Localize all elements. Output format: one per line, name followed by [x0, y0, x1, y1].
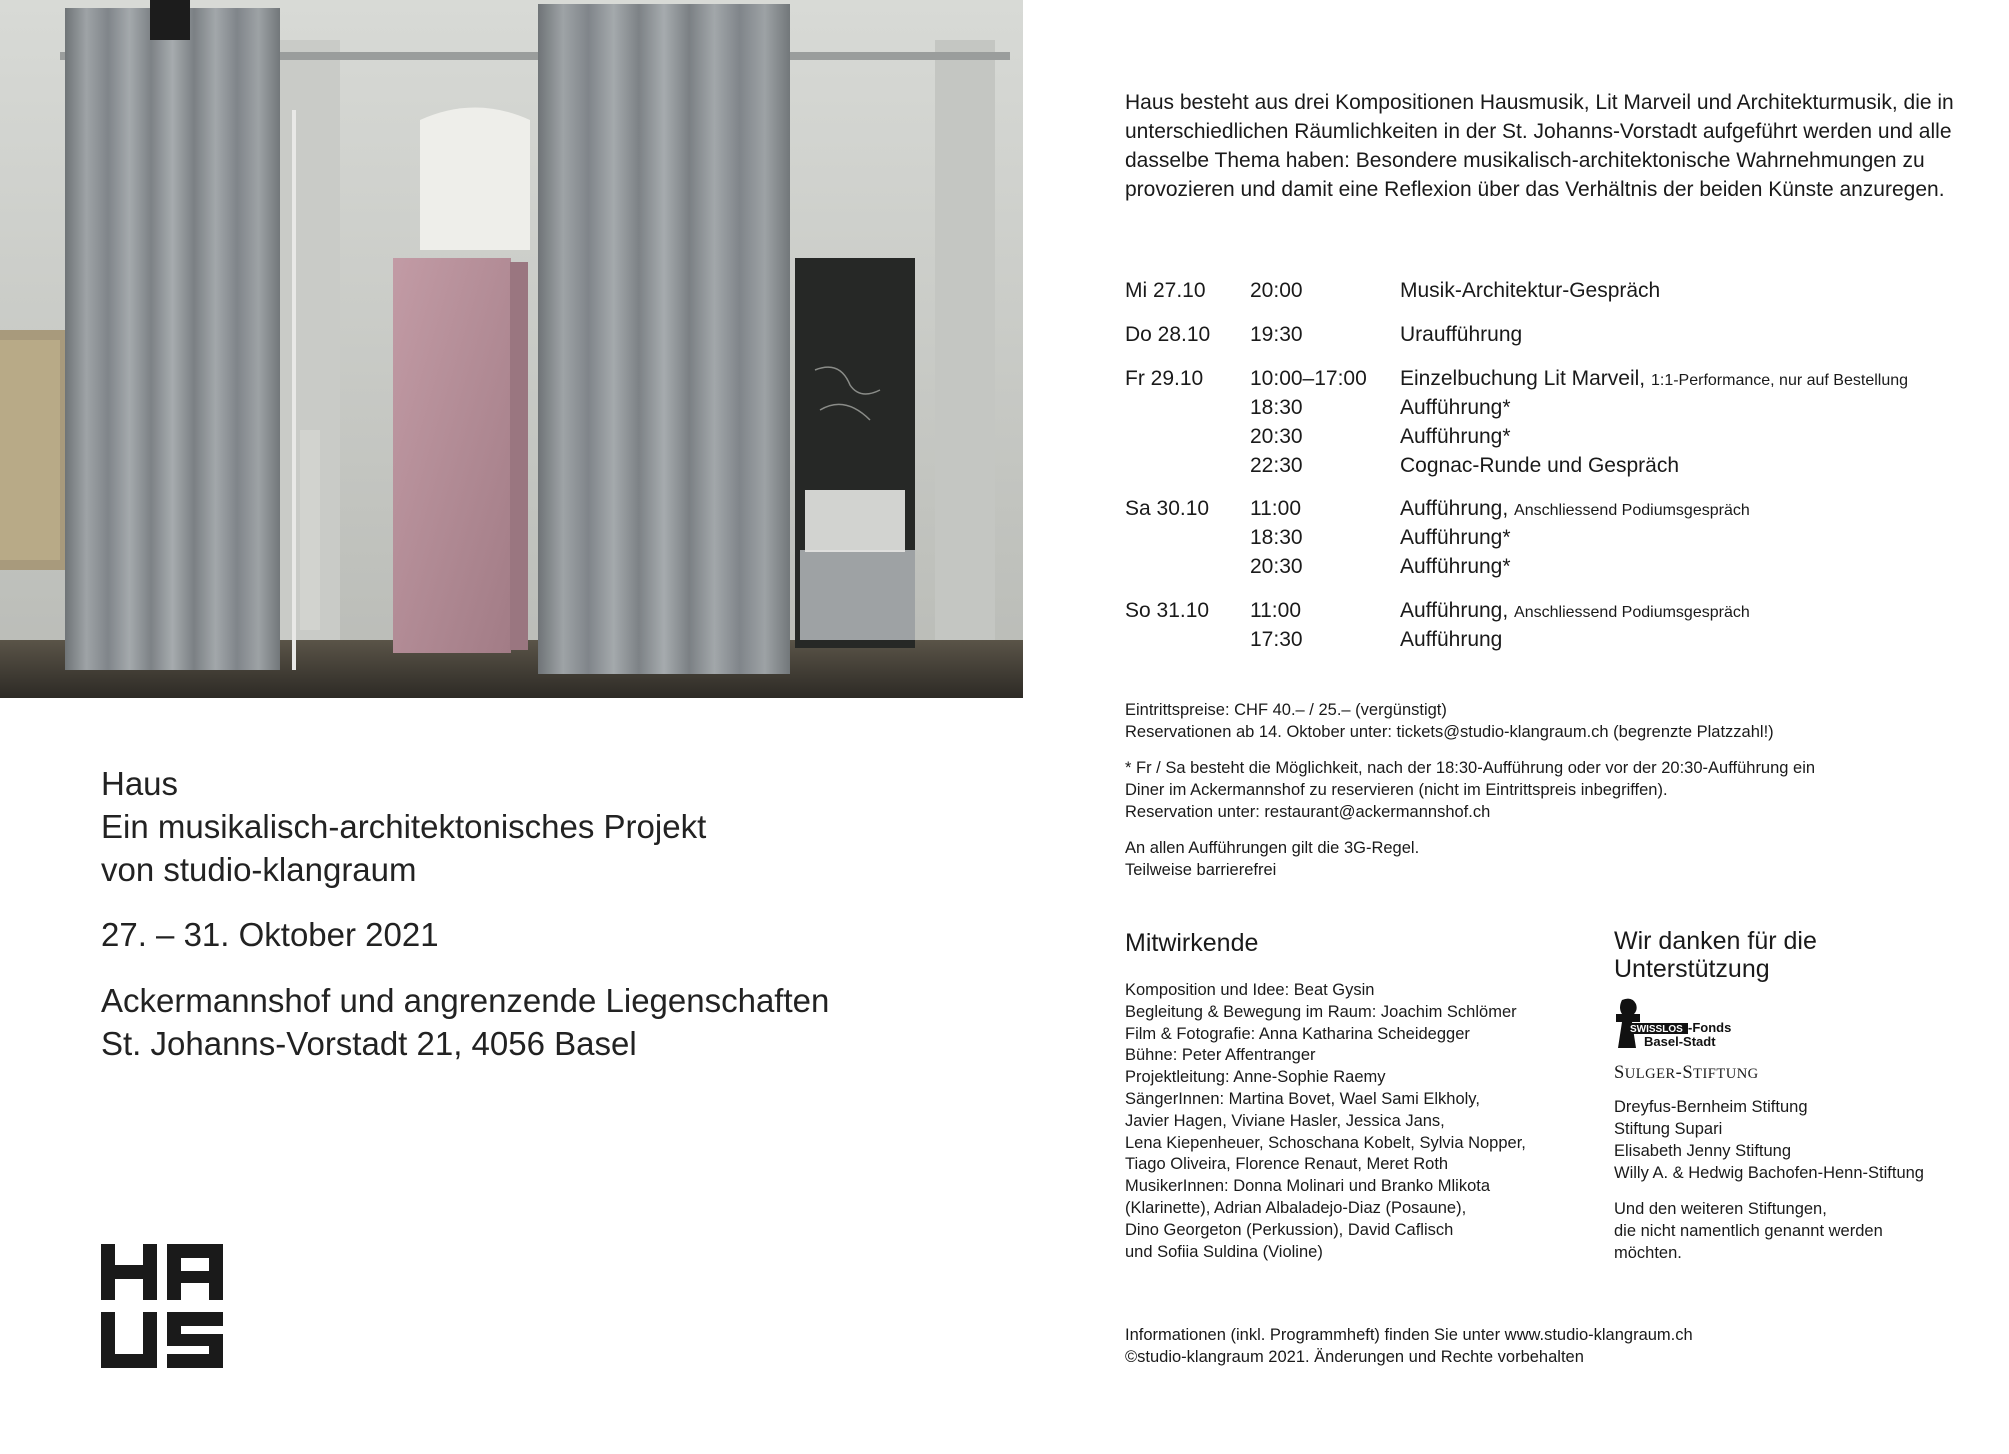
schedule-activity	[1400, 422, 1511, 451]
price-info	[1125, 699, 1985, 743]
contributor-line: Begleitung & Bewegung im Raum: Joachim Schlömer	[1125, 1002, 1517, 1021]
schedule-time: 11:00	[1250, 497, 1301, 520]
schedule-row	[1125, 596, 1985, 625]
schedule-row	[1125, 276, 1985, 305]
rules-line: Teilweise barrierefrei	[1125, 861, 1277, 879]
schedule-activity	[1400, 393, 1511, 422]
schedule-activity	[1400, 364, 1908, 395]
contributors-heading: Mitwirkende	[1125, 929, 1259, 957]
thanks-heading-line: Unterstützung	[1614, 955, 1770, 983]
schedule-row	[1125, 393, 1985, 422]
schedule-row	[1125, 523, 1985, 552]
activity-title: Aufführung*	[1400, 526, 1511, 549]
haus-logo-mark	[101, 1244, 223, 1368]
contributor-line: Bühne: Peter Affentranger	[1125, 1046, 1316, 1065]
dinner-line: * Fr / Sa besteht die Möglichkeit, nach der 18:30-Aufführung oder vor der 20:30-Aufführung ein	[1125, 759, 1816, 777]
activity-note: 1:1-Performance, nur auf Bestellung	[1650, 372, 1909, 389]
sulger-stiftung-logo	[1614, 1063, 1759, 1084]
note-line: Und den weiteren Stiftungen,	[1614, 1200, 1827, 1218]
reservations-text: Reservationen ab 14. Oktober unter: tickets@studio-klangraum.ch (begrenzte Platzzahl!)	[1125, 723, 1774, 741]
schedule-time: 17:30	[1250, 628, 1303, 651]
footer-info: Informationen (inkl. Programmheft) finden Sie unter www.studio-klangraum.ch	[1125, 1326, 1693, 1344]
contributor-line: (Klarinette), Adrian Albaladejo-Diaz (Posaune),	[1125, 1198, 1467, 1217]
rules-info	[1125, 837, 1985, 881]
schedule-activity	[1400, 320, 1522, 349]
foundation-item: Stiftung Supari	[1614, 1120, 1723, 1138]
schedule-day: Mi 27.10	[1125, 279, 1206, 302]
photo-illustration	[0, 0, 1023, 698]
schedule	[1125, 364, 1985, 480]
dinner-line: Reservation unter: restaurant@ackermannshof.ch	[1125, 803, 1491, 821]
dinner-info	[1125, 757, 1985, 823]
schedule-time: 18:30	[1250, 396, 1303, 419]
activity-title: Aufführung*	[1400, 396, 1511, 419]
schedule-time: 18:30	[1250, 526, 1303, 549]
dinner-line: Diner im Ackermannshof zu reservieren (nicht im Eintrittspreis inbegriffen).	[1125, 781, 1668, 799]
schedule-activity	[1400, 523, 1511, 552]
activity-title: Einzelbuchung Lit Marveil,	[1400, 367, 1646, 390]
title-line: Haus	[101, 765, 179, 802]
thanks-heading-line: Wir danken für die	[1614, 927, 1817, 955]
note-line: die nicht namentlich genannt werden	[1614, 1222, 1883, 1240]
contributor-line: MusikerInnen: Donna Molinari und Branko Mlikota	[1125, 1177, 1491, 1196]
schedule-time: 22:30	[1250, 454, 1303, 477]
sulger-letter: S	[1614, 1063, 1625, 1083]
schedule-activity	[1400, 552, 1511, 581]
schedule-time: 20:30	[1250, 555, 1303, 578]
title-line: Ein musikalisch-architektonisches Projekt	[101, 808, 707, 845]
schedule-row	[1125, 552, 1985, 581]
activity-title: Aufführung*	[1400, 555, 1511, 578]
thanks-heading	[1614, 927, 1994, 983]
footer	[1125, 1324, 1693, 1368]
contributor-line: Javier Hagen, Viviane Hasler, Jessica Jans,	[1125, 1111, 1445, 1130]
swisslos-city: Basel-Stadt	[1644, 1034, 1716, 1049]
sulger-rest: ULGER	[1624, 1066, 1676, 1082]
contributor-line: Lena Kiepenheuer, Schoschana Kobelt, Sylvia Nopper,	[1125, 1133, 1526, 1152]
title-line: von studio-klangraum	[101, 851, 417, 888]
schedule-row	[1125, 422, 1985, 451]
schedule-activity	[1400, 451, 1679, 480]
contributor-line: Projektleitung: Anne-Sophie Raemy	[1125, 1068, 1386, 1087]
activity-title: Uraufführung	[1400, 323, 1523, 346]
contributor-line: Film & Fotografie: Anna Katharina Scheidegger	[1125, 1024, 1470, 1043]
header-photo	[0, 0, 1023, 698]
schedule-day: Sa 30.10	[1125, 497, 1210, 520]
foundation-item: Dreyfus-Bernheim Stiftung	[1614, 1098, 1808, 1116]
schedule-time: 19:30	[1250, 323, 1303, 346]
schedule-day: Fr 29.10	[1125, 367, 1204, 390]
schedule	[1125, 596, 1985, 654]
schedule	[1125, 320, 1985, 349]
further-foundations-note	[1614, 1198, 1944, 1264]
swisslos-brand: SWISSLOS	[1630, 1024, 1683, 1035]
schedule-day: So 31.10	[1125, 599, 1210, 622]
sulger-dash: -	[1675, 1063, 1683, 1083]
schedule	[1125, 276, 1985, 305]
contributor-line: Komposition und Idee: Beat Gysin	[1125, 981, 1375, 999]
prices-text: Eintrittspreise: CHF 40.– / 25.– (vergünstigt)	[1125, 701, 1447, 719]
schedule-row	[1125, 364, 1985, 393]
contributors-list	[1125, 980, 1595, 1263]
activity-title: Aufführung,	[1400, 497, 1509, 520]
schedule	[1125, 494, 1985, 581]
contributor-line: SängerInnen: Martina Bovet, Wael Sami Elkholy,	[1125, 1089, 1480, 1108]
activity-note: Anschliessend Podiumsgespräch	[1514, 604, 1750, 621]
swisslos-emblem	[1614, 996, 1754, 1052]
schedule-row	[1125, 451, 1985, 480]
foundations-list	[1614, 1096, 1924, 1184]
schedule-row	[1125, 494, 1985, 523]
venue-line: St. Johanns-Vorstadt 21, 4056 Basel	[101, 1025, 637, 1062]
rules-line: An allen Aufführungen gilt die 3G-Regel.	[1125, 839, 1420, 857]
schedule-time: 20:00	[1250, 279, 1303, 302]
contributor-line: und Sofiia Suldina (Violine)	[1125, 1242, 1323, 1261]
stiftung-rest: TIFTUNG	[1693, 1066, 1759, 1082]
schedule-time: 11:00	[1250, 599, 1301, 622]
event-dates: 27. – 31. Oktober 2021	[101, 916, 439, 953]
schedule-activity	[1400, 596, 1750, 627]
foundation-item: Willy A. & Hedwig Bachofen-Henn-Stiftung	[1614, 1164, 1924, 1182]
activity-title: Aufführung,	[1400, 599, 1509, 622]
intro-paragraph: Haus besteht aus drei Kompositionen Hausmusik, Lit Marveil und Architekturmusik, die in unterschiedlichen Räumlichkeiten in der St. Johanns-Vorstadt aufgeführt werden und alle dasselbe Thema haben: Besondere musikalisch-architektonische Wahrnehmungen zu provozieren und damit eine Reflexion über das Verhältnis der beiden Künste anzuregen.	[1125, 91, 1954, 201]
foundation-item: Elisabeth Jenny Stiftung	[1614, 1142, 1792, 1160]
venue-address	[101, 979, 961, 1065]
schedule-row	[1125, 625, 1985, 654]
activity-title: Musik-Architektur-Gespräch	[1400, 279, 1661, 302]
activity-note: Anschliessend Podiumsgespräch	[1514, 502, 1750, 519]
note-line: möchten.	[1614, 1244, 1682, 1262]
swisslos-logo	[1614, 996, 1754, 1052]
venue-line: Ackermannshof und angrenzende Liegenschaften	[101, 982, 830, 1019]
schedule-time: 10:00–17:00	[1250, 367, 1367, 390]
activity-title: Aufführung*	[1400, 425, 1511, 448]
schedule-activity	[1400, 625, 1502, 654]
stiftung-letter: S	[1682, 1063, 1694, 1083]
project-title	[101, 762, 921, 891]
contributor-line: Dino Georgeton (Perkussion), David Caflisch	[1125, 1220, 1454, 1239]
swisslos-fonds: -Fonds	[1688, 1020, 1732, 1035]
schedule-activity	[1400, 276, 1660, 305]
schedule-activity	[1400, 494, 1750, 525]
activity-title: Cognac-Runde und Gespräch	[1400, 454, 1680, 477]
schedule-day: Do 28.10	[1125, 323, 1211, 346]
haus-logo	[101, 1244, 223, 1368]
activity-title: Aufführung	[1400, 628, 1503, 651]
schedule-time: 20:30	[1250, 425, 1303, 448]
contributor-line: Tiago Oliveira, Florence Renaut, Meret Roth	[1125, 1155, 1449, 1174]
footer-copyright: ©studio-klangraum 2021. Änderungen und Rechte vorbehalten	[1125, 1348, 1584, 1366]
schedule-row	[1125, 320, 1985, 349]
